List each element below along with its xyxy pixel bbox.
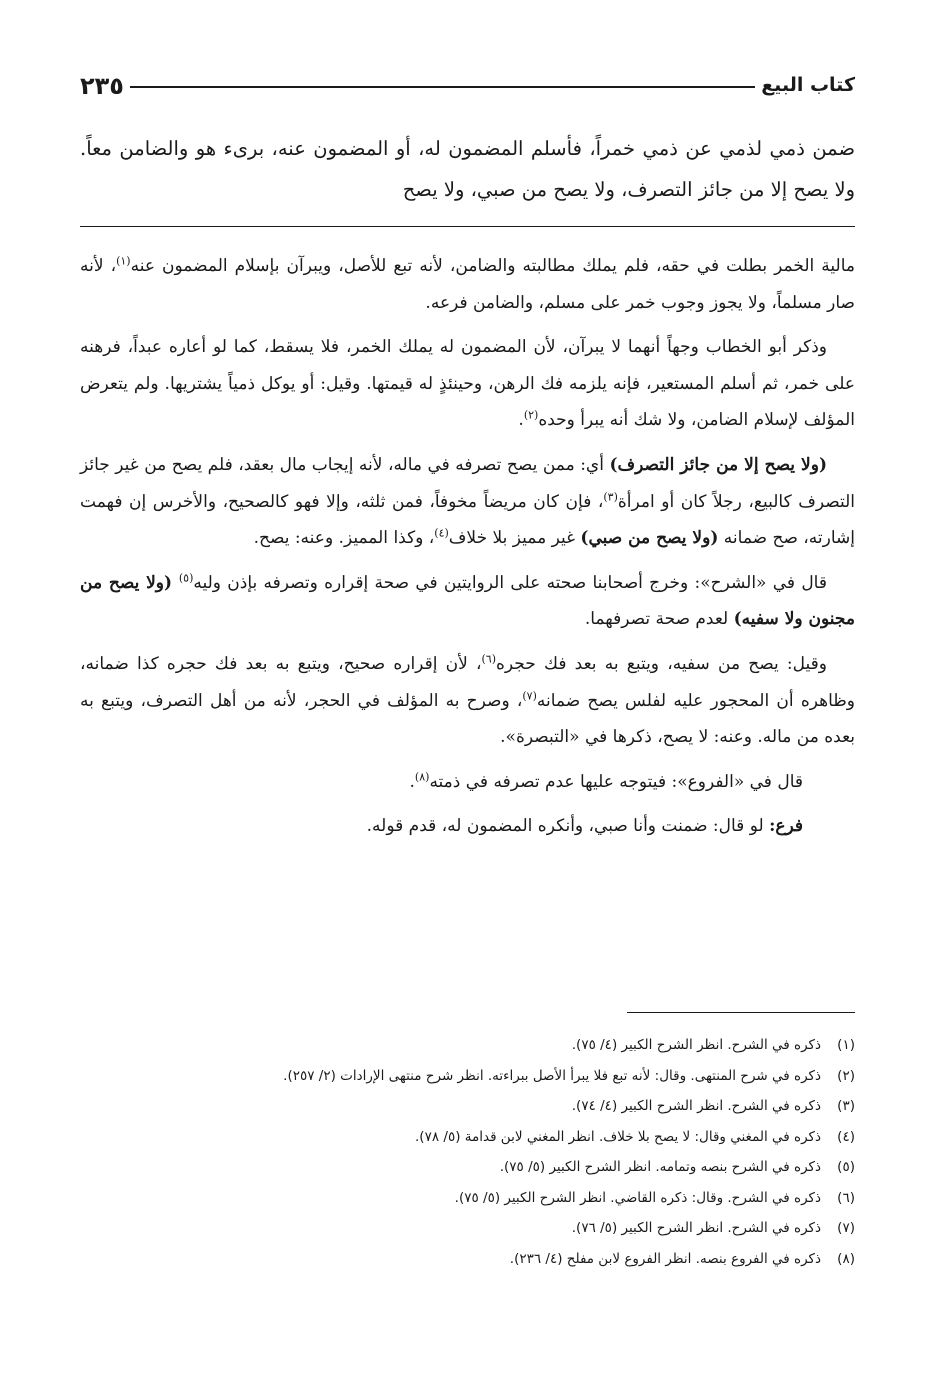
commentary-text: . — [518, 410, 524, 431]
footnote-marker[interactable]: (٨) — [414, 770, 430, 784]
commentary-text: قال في «الفروع»: فيتوجه عليها عدم تصرفه في ذمته — [429, 771, 803, 792]
footnote-number: (٨) — [837, 1250, 855, 1267]
footnote-number: (٤) — [837, 1128, 855, 1145]
commentary-text: ، لأن إقراره صحيح، ويتبع به بعد فك حجره كذا ضمانه، وظاهره أن المحجور عليه لفلس يصح ضمانه — [80, 653, 855, 711]
footnote-number: (١) — [837, 1037, 855, 1053]
page-number: ٢٣٥ — [80, 72, 124, 100]
matn-text: ضمن ذمي لذمي عن ذمي خمراً، فأسلم المضمون له، أو المضمون عنه، برىء هو والضامن معاً. ولا يصح إلا من جائز التصرف، ولا يصح من صبي، ولا يصح — [80, 137, 855, 201]
footnote-marker[interactable]: (٢) — [523, 408, 539, 422]
footnote-item — [80, 1152, 855, 1183]
matn-quote: (ولا يصح إلا من جائز التصرف) — [609, 454, 827, 475]
footnote-marker[interactable]: (١) — [116, 254, 131, 268]
footnote-number: (٦) — [837, 1189, 855, 1206]
footnote-item — [80, 1122, 855, 1153]
commentary — [80, 248, 855, 853]
footnote-number: (٣) — [837, 1098, 855, 1114]
footnote-marker[interactable]: (٦) — [481, 652, 497, 666]
footnote-item — [80, 1091, 855, 1122]
commentary-text: أي: ممن يصح تصرفه في ماله، لأنه إيجاب مال بعقد، فلم يصح من غير جائز التصرف كالبيع، رجلاً كان أو امرأة — [80, 454, 855, 512]
page-header — [80, 62, 855, 102]
commentary-paragraph — [80, 447, 855, 557]
commentary-paragraph — [80, 764, 855, 801]
commentary-paragraph — [80, 646, 855, 756]
commentary-text: مالية الخمر بطلت في حقه، فلم يملك مطالبته والضامن، لأنه تبع للأصل، ويبرآن بإسلام المضمون عنه — [130, 256, 855, 276]
footnote-number: (٥) — [837, 1159, 855, 1175]
book-title: كتاب البيع — [761, 74, 855, 96]
commentary-text: غير مميز بلا خلاف — [448, 528, 581, 549]
footnote-number: (٧) — [837, 1220, 855, 1236]
branch-label: فرع: — [769, 816, 803, 837]
footnote-text: ذكره في الشرح. انظر الشرح الكبير (٤/ ٧٥). — [571, 1037, 821, 1053]
commentary-text: ، وصرح به المؤلف في الحجر، لأنه من أهل التصرف، ويتبع به بعده من ماله. وعنه: لا يصح، ذكرها في «التبصرة». — [80, 690, 855, 748]
commentary-paragraph — [80, 248, 855, 321]
footnote-text: ذكره في الشرح. وقال: ذكره القاضي. انظر الشرح الكبير (٥/ ٧٥). — [454, 1189, 821, 1206]
commentary-text: وقيل: يصح من سفيه، ويتبع به بعد فك حجره — [496, 653, 827, 674]
commentary-text: ، فإن كان مريضاً مخوفاً، فمن ثلثه، وإلا فهو كالصحيح، والأخرس إن فهمت إشارته، صح ضمانه — [80, 491, 855, 549]
footnote-text: ذكره في شرح المنتهى. وقال: لأنه تبع فلا يبرأ الأصل ببراءته. انظر شرح منتهى الإرادات (٢/ ٢٥٧). — [283, 1067, 821, 1084]
matn-quote: (ولا يصح من صبي) — [580, 528, 719, 549]
commentary-text: لو قال: ضمنت وأنا صبي، وأنكره المضمون له، قدم قوله. — [366, 816, 770, 837]
footnote-text: ذكره في الشرح. انظر الشرح الكبير (٥/ ٧٦). — [571, 1220, 821, 1236]
footnote-item — [80, 1030, 855, 1061]
commentary-text: . — [409, 771, 415, 792]
commentary-text: لعدم صحة تصرفهما. — [584, 609, 734, 630]
commentary-text: ، وكذا المميز. وعنه: يصح. — [253, 528, 435, 549]
commentary-paragraph — [80, 329, 855, 439]
matn-divider — [80, 226, 855, 227]
footnote-divider — [627, 1012, 855, 1013]
footnotes — [80, 1030, 855, 1274]
footnote-item — [80, 1244, 855, 1275]
footnote-item — [80, 1213, 855, 1244]
commentary-text: وذكر أبو الخطاب وجهاً أنهما لا يبرآن، لأن المضمون له يملك الخمر، فلا يسقط، كما لو أعاره عبداً، فرهنه على خمر، ثم أسلم المستعير، فإنه يلزمه فك الرهن، وحينئذٍ له قيمتها. وقيل: أو يوكل ذمياً يشتريها. ولم يتعرض المؤلف لإسلام الضامن، ولا شك أنه يبرأ وحده — [80, 337, 855, 431]
matn-quote: (ولا يصح من مجنون ولا سفيه) — [80, 572, 855, 630]
commentary-text: ، لأنه صار مسلماً، ولا يجوز وجوب خمر على مسلم، والضامن فرعه. — [80, 256, 855, 313]
book-page — [80, 0, 855, 1378]
footnote-marker[interactable]: (٧) — [522, 688, 537, 702]
footnote-number: (٢) — [837, 1067, 855, 1084]
footnote-marker[interactable]: (٣) — [603, 489, 618, 503]
commentary-paragraph — [80, 565, 855, 638]
footnote-text: ذكره في الفروع بنصه. انظر الفروع لابن مفلح (٤/ ٢٣٦). — [509, 1250, 821, 1267]
footnote-text: ذكره في الشرح. انظر الشرح الكبير (٤/ ٧٤). — [571, 1098, 821, 1114]
commentary-paragraph — [80, 808, 855, 845]
footnote-text: ذكره في الشرح بنصه وتمامه. انظر الشرح الكبير (٥/ ٧٥). — [499, 1159, 821, 1175]
commentary-text: قال في «الشرح»: وخرج أصحابنا صحته على الروايتين في صحة إقراره وتصرفه بإذن وليه — [193, 572, 827, 593]
footnote-item — [80, 1061, 855, 1092]
footnote-text: ذكره في المغني وقال: لا يصح بلا خلاف. انظر المغني لابن قدامة (٥/ ٧٨). — [415, 1128, 821, 1145]
header-rule — [130, 86, 755, 88]
footnote-item — [80, 1183, 855, 1214]
footnote-marker[interactable]: (٥) — [178, 571, 194, 585]
footnote-marker[interactable]: (٤) — [434, 526, 449, 540]
